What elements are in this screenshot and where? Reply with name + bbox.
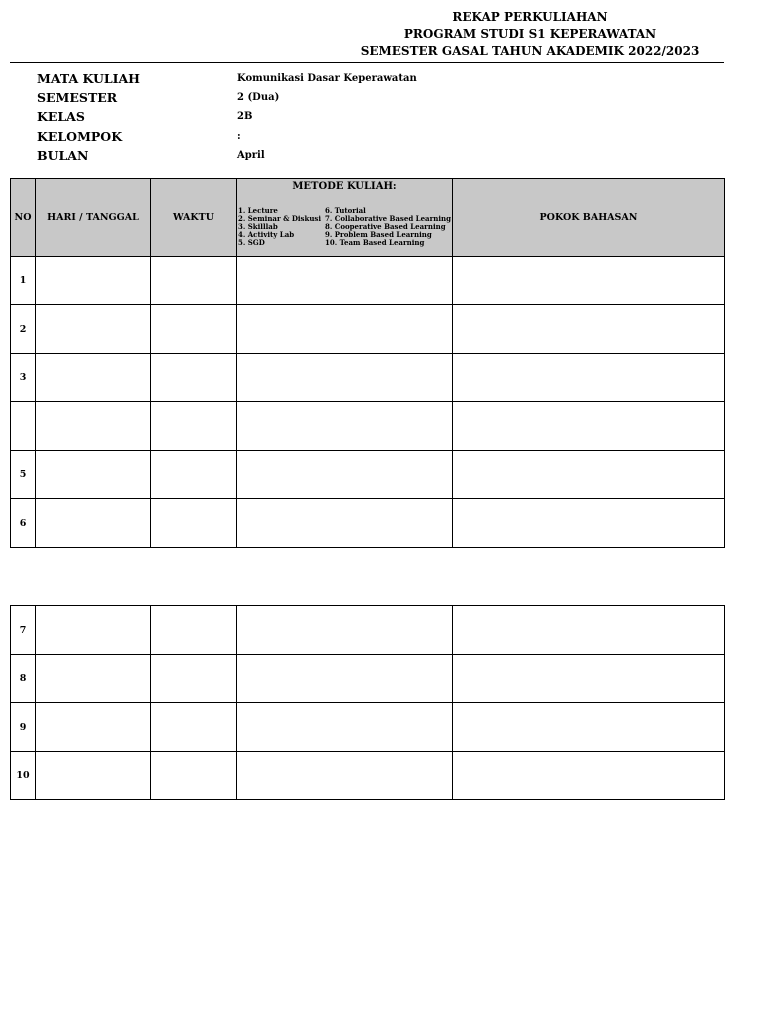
cell-waktu[interactable] bbox=[151, 752, 237, 800]
recap-table-part-1 bbox=[10, 178, 725, 548]
header-divider bbox=[10, 62, 724, 63]
recap-table-part-2 bbox=[10, 605, 725, 800]
cell-waktu[interactable] bbox=[151, 354, 237, 402]
table-header-row bbox=[11, 179, 725, 257]
metode-list-left bbox=[238, 207, 321, 247]
cell-metode[interactable] bbox=[237, 305, 453, 354]
cell-metode[interactable] bbox=[237, 703, 453, 752]
cell-metode[interactable] bbox=[237, 354, 453, 402]
header-waktu: WAKTU bbox=[151, 179, 237, 257]
cell-hari-tanggal[interactable] bbox=[36, 305, 151, 354]
cell-waktu[interactable] bbox=[151, 402, 237, 451]
info-value-semester: 2 (Dua) bbox=[237, 92, 280, 103]
cell-waktu[interactable] bbox=[151, 655, 237, 703]
cell-hari-tanggal[interactable] bbox=[36, 451, 151, 499]
info-value-kelas: 2B bbox=[237, 111, 253, 122]
metode-item: 5. SGD bbox=[238, 238, 265, 247]
semester-title: SEMESTER GASAL TAHUN AKADEMIK 2022/2023 bbox=[360, 44, 700, 58]
cell-hari-tanggal[interactable] bbox=[36, 499, 151, 548]
cell-metode[interactable] bbox=[237, 655, 453, 703]
info-value-kelompok: : bbox=[237, 131, 241, 142]
cell-pokok-bahasan[interactable] bbox=[453, 606, 725, 655]
row-number: 7 bbox=[11, 606, 36, 655]
header-no: NO bbox=[11, 179, 36, 257]
metode-item: 1. Lecture bbox=[238, 206, 278, 215]
cell-waktu[interactable] bbox=[151, 257, 237, 305]
cell-waktu[interactable] bbox=[151, 703, 237, 752]
cell-hari-tanggal[interactable] bbox=[36, 402, 151, 451]
cell-waktu[interactable] bbox=[151, 606, 237, 655]
info-value-bulan: April bbox=[237, 150, 265, 161]
metode-item: 7. Collaborative Based Learning bbox=[325, 214, 451, 223]
row-number: 5 bbox=[11, 451, 36, 499]
cell-hari-tanggal[interactable] bbox=[36, 655, 151, 703]
metode-item: 4. Activity Lab bbox=[238, 230, 295, 239]
table-row bbox=[11, 402, 725, 451]
cell-metode[interactable] bbox=[237, 752, 453, 800]
cell-hari-tanggal[interactable] bbox=[36, 606, 151, 655]
cell-pokok-bahasan[interactable] bbox=[453, 402, 725, 451]
cell-pokok-bahasan[interactable] bbox=[453, 354, 725, 402]
table-row bbox=[11, 499, 725, 548]
cell-pokok-bahasan[interactable] bbox=[453, 451, 725, 499]
table-row bbox=[11, 305, 725, 354]
metode-item: 8. Cooperative Based Learning bbox=[325, 222, 446, 231]
info-label-mata-kuliah: MATA KULIAH bbox=[37, 71, 140, 86]
row-number: 1 bbox=[11, 257, 36, 305]
cell-metode[interactable] bbox=[237, 257, 453, 305]
cell-waktu[interactable] bbox=[151, 499, 237, 548]
header-metode-kuliah bbox=[237, 179, 453, 257]
row-number: 3 bbox=[11, 354, 36, 402]
table-row bbox=[11, 655, 725, 703]
cell-hari-tanggal[interactable] bbox=[36, 703, 151, 752]
table-row bbox=[11, 606, 725, 655]
cell-waktu[interactable] bbox=[151, 305, 237, 354]
table-row bbox=[11, 703, 725, 752]
table-row bbox=[11, 752, 725, 800]
row-number: 10 bbox=[11, 752, 36, 800]
cell-pokok-bahasan[interactable] bbox=[453, 499, 725, 548]
metode-title: METODE KULIAH: bbox=[292, 181, 397, 192]
info-label-semester: SEMESTER bbox=[37, 90, 118, 105]
info-label-kelompok: KELOMPOK bbox=[37, 129, 123, 144]
cell-waktu[interactable] bbox=[151, 451, 237, 499]
metode-item: 9. Problem Based Learning bbox=[325, 230, 432, 239]
cell-metode[interactable] bbox=[237, 451, 453, 499]
metode-item: 2. Seminar & Diskusi bbox=[238, 214, 322, 223]
row-number: 2 bbox=[11, 305, 36, 354]
cell-pokok-bahasan[interactable] bbox=[453, 703, 725, 752]
metode-item: 3. Skilllab bbox=[238, 222, 278, 231]
info-label-bulan: BULAN bbox=[37, 148, 89, 163]
cell-hari-tanggal[interactable] bbox=[36, 752, 151, 800]
table-row bbox=[11, 451, 725, 499]
cell-pokok-bahasan[interactable] bbox=[453, 257, 725, 305]
cell-pokok-bahasan[interactable] bbox=[453, 655, 725, 703]
metode-list-right bbox=[325, 207, 451, 247]
info-label-kelas: KELAS bbox=[37, 109, 85, 124]
cell-hari-tanggal[interactable] bbox=[36, 257, 151, 305]
header-hari-tanggal: HARI / TANGGAL bbox=[36, 179, 151, 257]
cell-hari-tanggal[interactable] bbox=[36, 354, 151, 402]
metode-item: 6. Tutorial bbox=[325, 206, 366, 215]
cell-pokok-bahasan[interactable] bbox=[453, 305, 725, 354]
row-number: 8 bbox=[11, 655, 36, 703]
table-row bbox=[11, 257, 725, 305]
program-title: PROGRAM STUDI S1 KEPERAWATAN bbox=[403, 27, 657, 41]
cell-metode[interactable] bbox=[237, 606, 453, 655]
cell-pokok-bahasan[interactable] bbox=[453, 752, 725, 800]
info-value-mata-kuliah: Komunikasi Dasar Keperawatan bbox=[237, 73, 417, 84]
table-row bbox=[11, 354, 725, 402]
cell-metode[interactable] bbox=[237, 499, 453, 548]
row-number: 9 bbox=[11, 703, 36, 752]
row-number: 6 bbox=[11, 499, 36, 548]
document-title: REKAP PERKULIAHAN bbox=[452, 10, 608, 24]
cell-metode[interactable] bbox=[237, 402, 453, 451]
row-number bbox=[11, 402, 36, 451]
metode-item: 10. Team Based Learning bbox=[325, 238, 425, 247]
header-pokok-bahasan: POKOK BAHASAN bbox=[453, 179, 725, 257]
